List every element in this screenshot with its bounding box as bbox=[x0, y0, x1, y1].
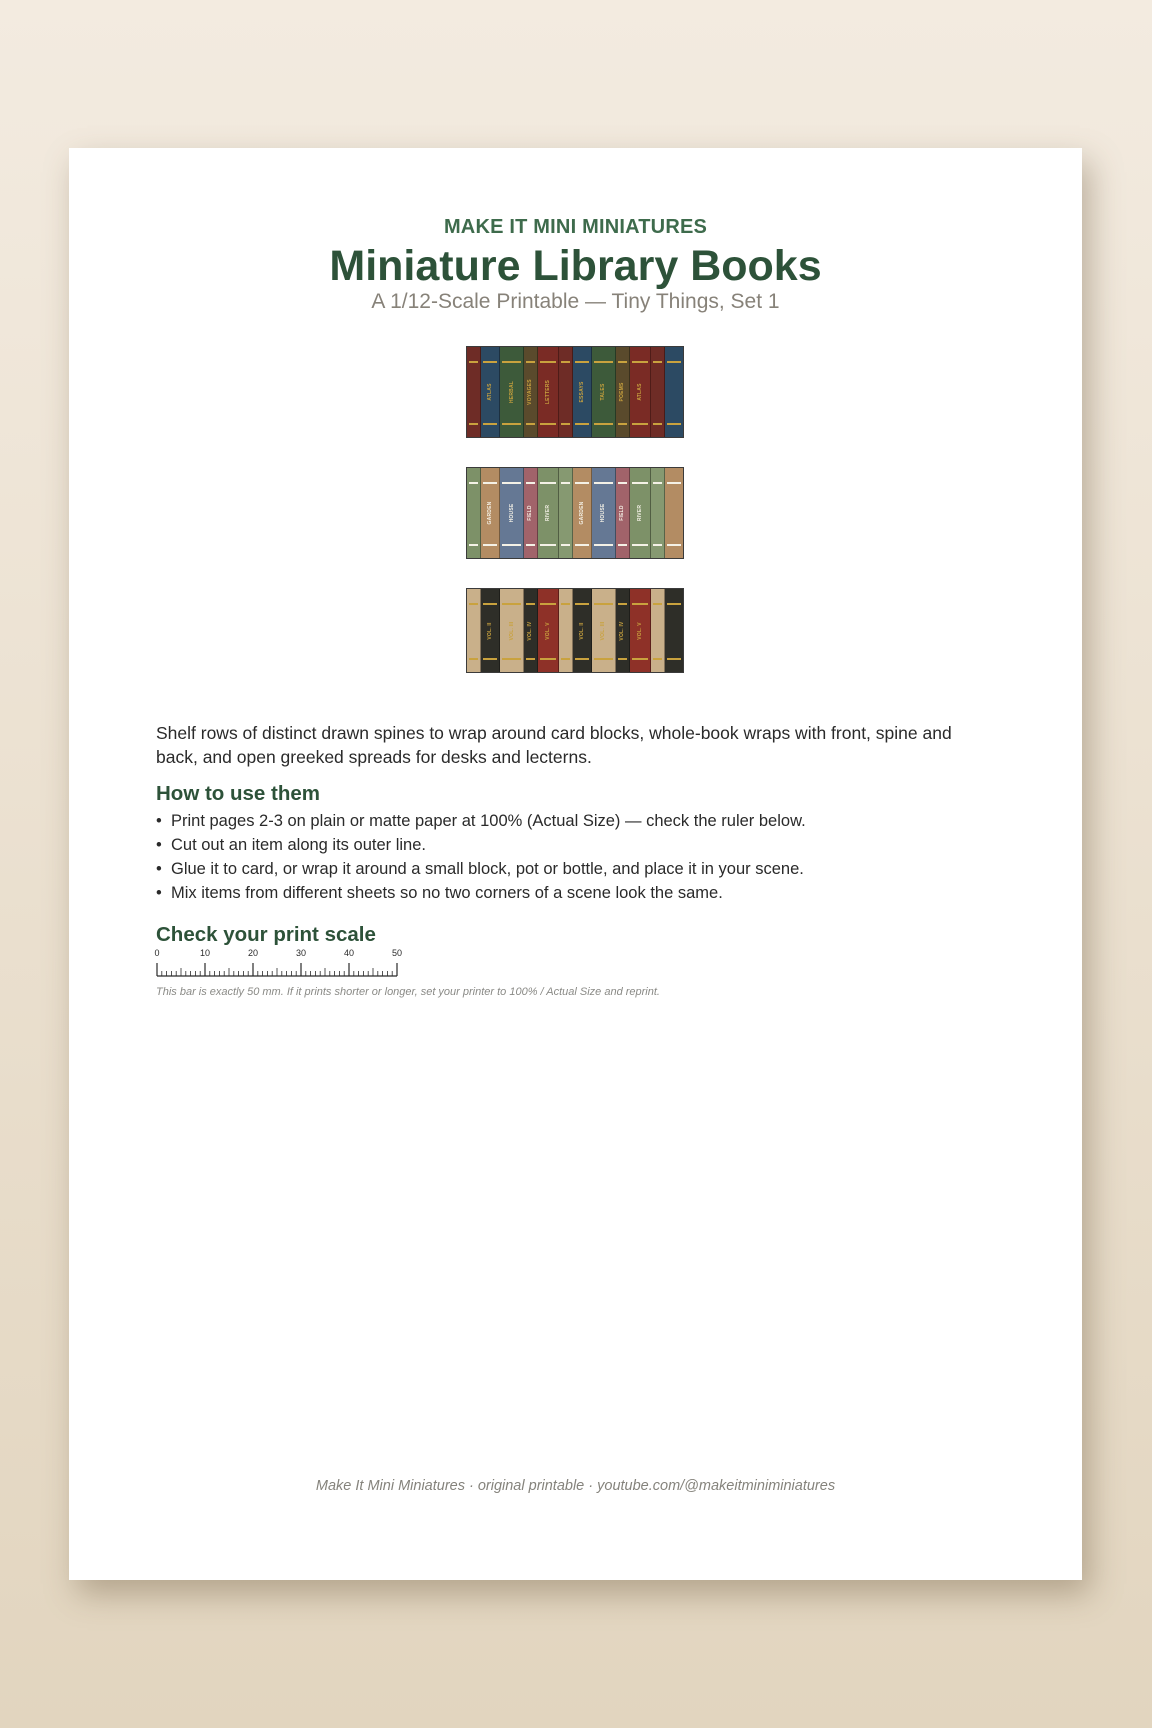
spine-band bbox=[667, 544, 681, 546]
book-spine bbox=[616, 347, 630, 437]
book-spine bbox=[665, 347, 683, 437]
spine-band bbox=[561, 544, 570, 546]
scale-note: This bar is exactly 50 mm. If it prints shorter or longer, set your printer to 100% / Actual Size and reprint. bbox=[156, 986, 660, 998]
spine-title: VOL. IV bbox=[527, 620, 534, 641]
spine-title: FIELD bbox=[527, 505, 534, 521]
spine-band bbox=[502, 423, 521, 425]
book-spine bbox=[592, 347, 616, 437]
spine-band bbox=[575, 482, 589, 484]
book-spine bbox=[630, 468, 651, 558]
spine-title: HOUSE bbox=[600, 503, 607, 523]
spine-band bbox=[653, 361, 662, 363]
spine-band bbox=[502, 482, 521, 484]
spine-band bbox=[632, 482, 648, 484]
spine-band bbox=[594, 603, 613, 605]
spine-band bbox=[526, 544, 535, 546]
book-spine bbox=[524, 347, 538, 437]
spine-title: VOL. V bbox=[636, 621, 643, 640]
book-spine bbox=[665, 468, 683, 558]
brand-name: MAKE IT MINI MINIATURES bbox=[443, 216, 708, 238]
spine-band bbox=[618, 361, 627, 363]
spine-band bbox=[653, 658, 662, 660]
spine-band bbox=[540, 423, 556, 425]
book-spine bbox=[467, 468, 481, 558]
spine-band bbox=[594, 482, 613, 484]
page-title: Miniature Library Books bbox=[329, 242, 822, 290]
book-spine bbox=[467, 347, 481, 437]
spine-title: TALES bbox=[600, 383, 607, 401]
spine-band bbox=[632, 361, 648, 363]
spine-title: ESSAYS bbox=[579, 381, 586, 403]
book-spine bbox=[573, 468, 592, 558]
spine-title: POEMS bbox=[619, 382, 626, 402]
spine-band bbox=[561, 361, 570, 363]
spine-title: RIVER bbox=[544, 504, 551, 522]
spine-band bbox=[526, 482, 535, 484]
spine-band bbox=[667, 361, 681, 363]
shelf-row-1 bbox=[466, 346, 684, 438]
spine-band bbox=[667, 423, 681, 425]
spine-band bbox=[618, 658, 627, 660]
spine-band bbox=[526, 423, 535, 425]
book-spine bbox=[481, 589, 500, 672]
spine-band bbox=[526, 603, 535, 605]
spine-title: RIVER bbox=[636, 504, 643, 522]
spine-band bbox=[667, 482, 681, 484]
spine-band bbox=[483, 423, 497, 425]
book-spine bbox=[651, 347, 665, 437]
book-spine bbox=[559, 347, 573, 437]
book-spine bbox=[630, 347, 651, 437]
spine-band bbox=[575, 658, 589, 660]
book-spine bbox=[481, 347, 500, 437]
spine-band bbox=[667, 603, 681, 605]
spine-band bbox=[483, 482, 497, 484]
book-spine bbox=[616, 589, 630, 672]
book-spine bbox=[538, 347, 559, 437]
spine-title: VOL. III bbox=[600, 621, 607, 640]
spine-band bbox=[618, 482, 627, 484]
spine-title: VOL. IV bbox=[619, 620, 626, 641]
book-spine bbox=[500, 347, 524, 437]
spine-band bbox=[540, 361, 556, 363]
spine-title: LETTERS bbox=[544, 379, 551, 405]
spine-title: GARDEN bbox=[579, 501, 586, 525]
ruler-label: 20 bbox=[247, 948, 259, 958]
spine-title: GARDEN bbox=[487, 501, 494, 525]
spine-band bbox=[575, 361, 589, 363]
book-spine bbox=[481, 468, 500, 558]
book-spine bbox=[500, 589, 524, 672]
spine-band bbox=[594, 361, 613, 363]
spine-band bbox=[469, 603, 478, 605]
spine-band bbox=[632, 658, 648, 660]
spine-title: VOL. II bbox=[487, 621, 494, 640]
spine-title: VOL. V bbox=[544, 621, 551, 640]
spine-band bbox=[502, 544, 521, 546]
spine-band bbox=[594, 658, 613, 660]
spine-band bbox=[469, 544, 478, 546]
spine-band bbox=[653, 544, 662, 546]
spine-band bbox=[469, 361, 478, 363]
book-spine bbox=[559, 589, 573, 672]
book-spine bbox=[538, 589, 559, 672]
spine-title: HOUSE bbox=[508, 503, 515, 523]
spine-band bbox=[526, 361, 535, 363]
book-spine bbox=[592, 589, 616, 672]
spine-band bbox=[561, 482, 570, 484]
book-spine bbox=[524, 589, 538, 672]
spine-title: FIELD bbox=[619, 505, 626, 521]
spine-band bbox=[469, 658, 478, 660]
list-item: • Mix items from different sheets so no two corners of a scene look the same. bbox=[156, 884, 723, 902]
ruler-label: 40 bbox=[343, 948, 355, 958]
spine-band bbox=[526, 658, 535, 660]
ruler-label: 0 bbox=[154, 948, 160, 958]
book-spine bbox=[651, 468, 665, 558]
spine-band bbox=[575, 544, 589, 546]
shelf-row-3 bbox=[466, 588, 684, 673]
spine-band bbox=[502, 603, 521, 605]
spine-band bbox=[540, 544, 556, 546]
spine-band bbox=[632, 603, 648, 605]
page-subtitle: A 1/12-Scale Printable — Tiny Things, Set 1 bbox=[371, 290, 780, 313]
book-spine bbox=[616, 468, 630, 558]
ruler-label: 50 bbox=[391, 948, 403, 958]
spine-band bbox=[502, 658, 521, 660]
spine-band bbox=[653, 603, 662, 605]
spine-band bbox=[667, 658, 681, 660]
spine-band bbox=[469, 482, 478, 484]
spine-band bbox=[502, 361, 521, 363]
spine-band bbox=[575, 603, 589, 605]
spine-band bbox=[540, 658, 556, 660]
book-spine bbox=[538, 468, 559, 558]
how-to-heading: How to use them bbox=[156, 782, 321, 805]
spine-band bbox=[575, 423, 589, 425]
spine-band bbox=[561, 423, 570, 425]
spine-band bbox=[632, 423, 648, 425]
book-spine bbox=[651, 589, 665, 672]
scale-heading: Check your print scale bbox=[156, 923, 376, 946]
book-spine bbox=[500, 468, 524, 558]
book-spine bbox=[665, 589, 683, 672]
spine-title: VOYAGES bbox=[527, 379, 534, 405]
spine-band bbox=[653, 423, 662, 425]
spine-band bbox=[618, 603, 627, 605]
spine-band bbox=[469, 423, 478, 425]
printable-sheet bbox=[69, 148, 1082, 1580]
spine-band bbox=[561, 603, 570, 605]
book-spine bbox=[592, 468, 616, 558]
spine-band bbox=[483, 544, 497, 546]
spine-band bbox=[561, 658, 570, 660]
spine-band bbox=[618, 423, 627, 425]
list-item: • Print pages 2-3 on plain or matte paper at 100% (Actual Size) — check the ruler below. bbox=[156, 812, 806, 830]
spine-band bbox=[483, 658, 497, 660]
spine-band bbox=[483, 603, 497, 605]
spine-title: HERBAL bbox=[508, 380, 515, 404]
book-spine bbox=[630, 589, 651, 672]
spine-band bbox=[618, 544, 627, 546]
book-spine bbox=[573, 347, 592, 437]
shelf-row-2 bbox=[466, 467, 684, 559]
spine-title: ATLAS bbox=[487, 383, 494, 401]
spine-band bbox=[594, 544, 613, 546]
book-spine bbox=[524, 468, 538, 558]
footer-credit: Make It Mini Miniatures · original printable · youtube.com/@makeitminiminiatures bbox=[315, 1478, 836, 1494]
spine-band bbox=[653, 482, 662, 484]
book-spine bbox=[467, 589, 481, 672]
ruler-label: 10 bbox=[199, 948, 211, 958]
list-item: • Glue it to card, or wrap it around a small block, pot or bottle, and place it in your scene. bbox=[156, 860, 804, 878]
spine-band bbox=[483, 361, 497, 363]
spine-band bbox=[594, 423, 613, 425]
spine-title: ATLAS bbox=[636, 383, 643, 401]
how-to-steps bbox=[156, 809, 996, 905]
book-spine bbox=[559, 468, 573, 558]
spine-band bbox=[632, 544, 648, 546]
scale-ruler bbox=[156, 948, 406, 980]
list-item: • Cut out an item along its outer line. bbox=[156, 836, 426, 854]
spine-title: VOL. III bbox=[508, 621, 515, 640]
spine-band bbox=[540, 482, 556, 484]
intro-paragraph: Shelf rows of distinct drawn spines to wrap around card blocks, whole-book wraps with front, spine and back, and open greeked spreads for desks and lecterns. bbox=[156, 723, 952, 767]
spine-band bbox=[540, 603, 556, 605]
book-spine bbox=[573, 589, 592, 672]
ruler-label: 30 bbox=[295, 948, 307, 958]
spine-title: VOL. II bbox=[579, 621, 586, 640]
